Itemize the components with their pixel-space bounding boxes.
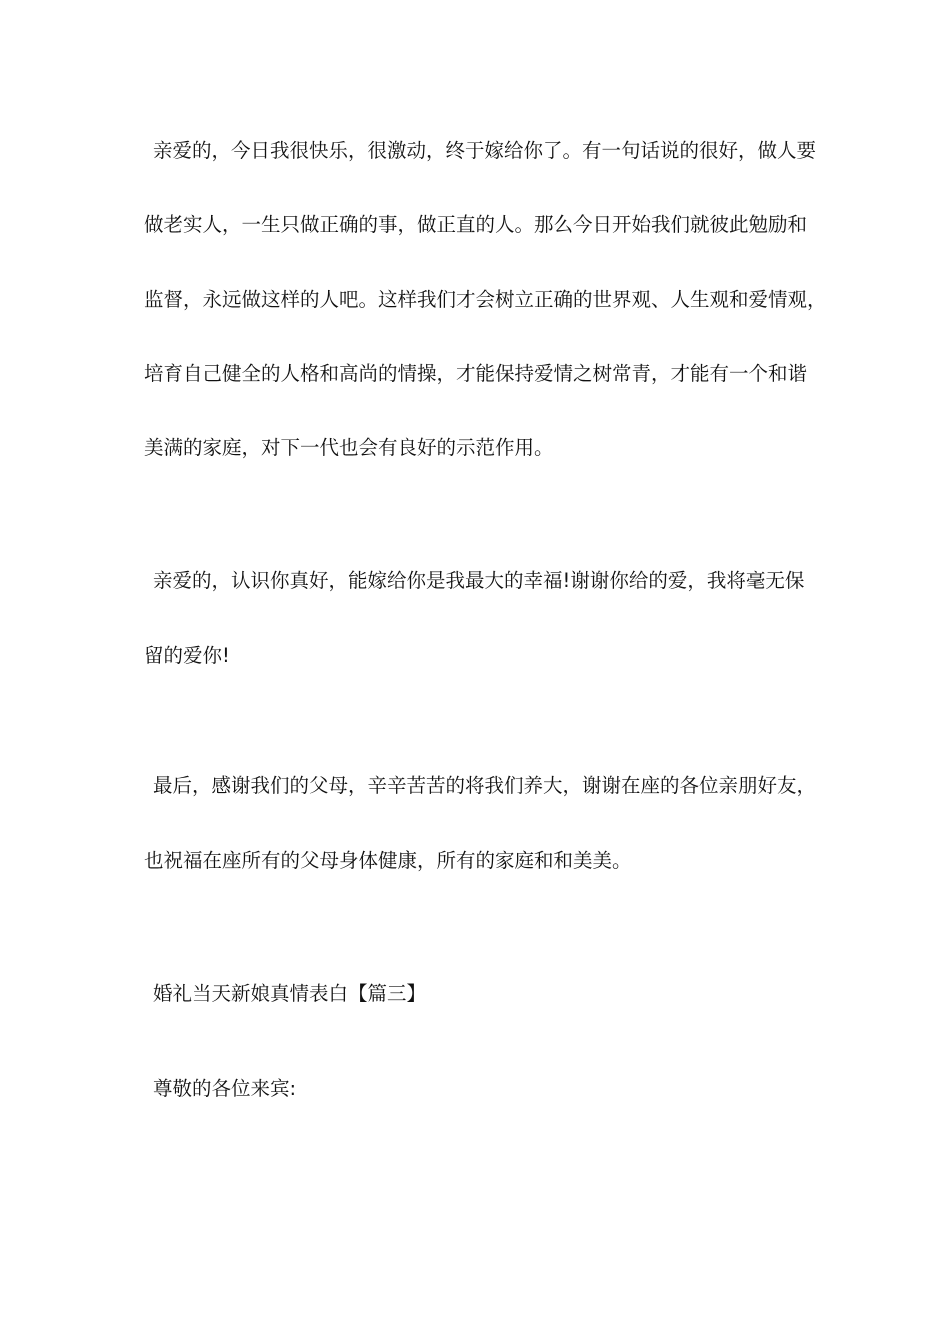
paragraph-3-line-1: 最后，感谢我们的父母，辛辛苦苦的将我们养大，谢谢在座的各位亲朋好友， [153,774,817,797]
paragraph-3-line-2: 也祝福在座所有的父母身体健康，所有的家庭和和美美。 [144,849,632,872]
paragraph-2-line-1: 亲爱的，认识你真好，能嫁给你是我最大的幸福!谢谢你给的爱，我将毫无保 [153,569,805,592]
paragraph-1-line-5: 美满的家庭，对下一代也会有良好的示范作用。 [144,436,554,459]
salutation: 尊敬的各位来宾: [153,1077,297,1100]
section-title: 婚礼当天新娘真情表白【篇三】 [153,982,427,1005]
paragraph-1-line-4: 培育自己健全的人格和高尚的情操，才能保持爱情之树常青，才能有一个和谐 [144,362,808,385]
paragraph-1-line-3: 监督，永远做这样的人吧。这样我们才会树立正确的世界观、人生观和爱情观， [144,288,827,311]
paragraph-2-line-2: 留的爱你! [144,644,230,667]
paragraph-1-line-2: 做老实人，一生只做正确的事，做正直的人。那么今日开始我们就彼此勉励和 [144,213,808,236]
paragraph-1-line-1: 亲爱的，今日我很快乐，很激动，终于嫁给你了。有一句话说的很好，做人要 [153,139,817,162]
